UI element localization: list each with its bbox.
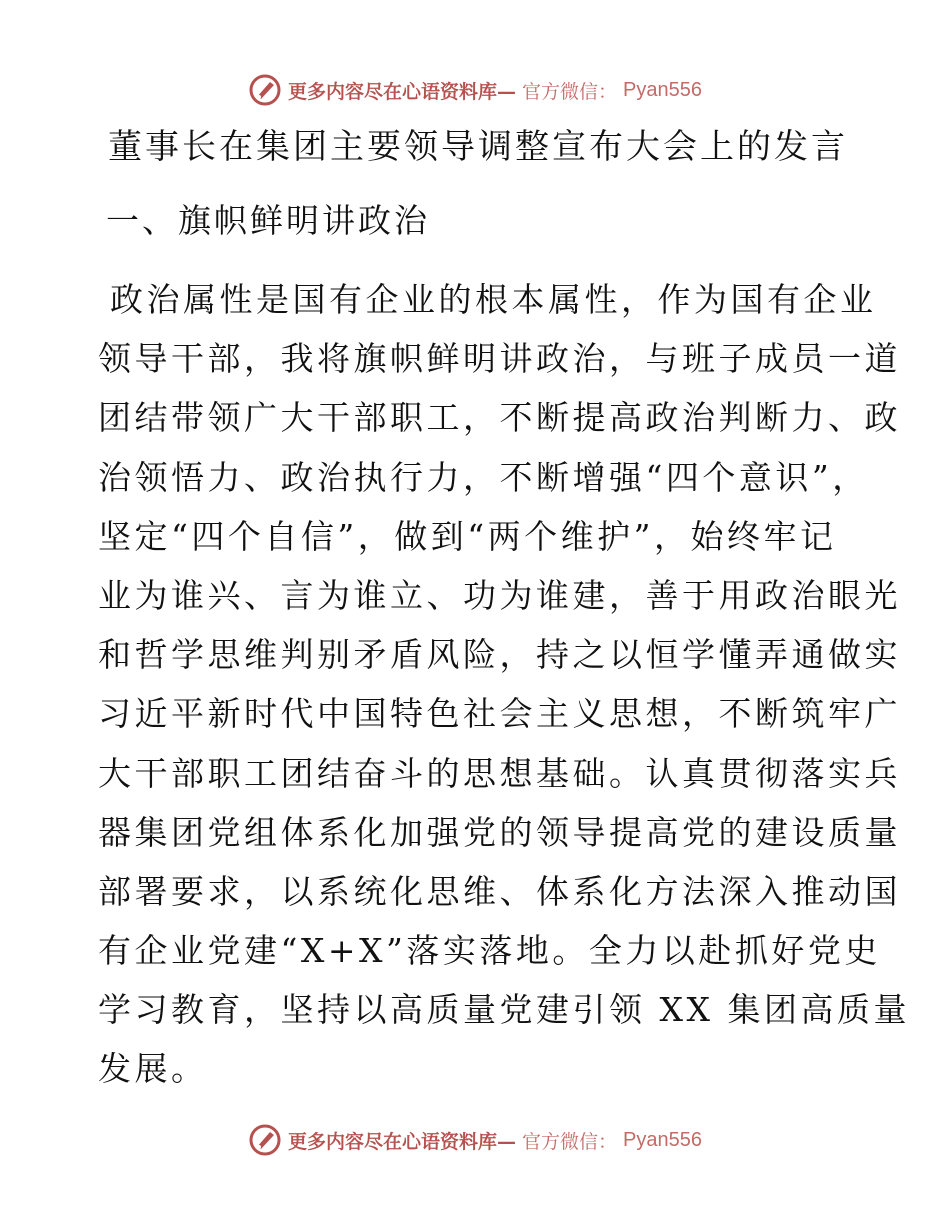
paragraph-line: 业为谁兴、言为谁立、功为谁建，善于用政治眼光 — [98, 575, 901, 615]
watermark-wechat-id: Pyan556 — [623, 1128, 702, 1151]
paragraph-line: 发展。 — [98, 1049, 208, 1089]
document-title: 董事长在集团主要领导调整宣布大会上的发言 — [108, 127, 848, 167]
section-heading: 一、旗帜鲜明讲政治 — [106, 201, 430, 240]
body-paragraph — [98, 270, 910, 1099]
paragraph-line: 器集团党组体系化加强党的领导提高党的建设质量 — [98, 812, 901, 852]
watermark-banner-bottom — [0, 1120, 950, 1160]
watermark-wechat-label: 官方微信： — [522, 80, 618, 103]
watermark-banner-top — [0, 70, 950, 110]
paragraph-line: 部署要求，以系统化思维、体系化方法深入推动国 — [98, 871, 901, 911]
watermark-wechat-label: 官方微信： — [522, 1130, 618, 1153]
paragraph-line: 政治属性是国有企业的根本属性，作为国有企业 — [110, 280, 877, 319]
paragraph-line: 学习教育，坚持以高质量党建引领 XX 集团高质量 — [98, 990, 910, 1030]
paragraph-line: 和哲学思维判别矛盾风险，持之以恒学懂弄通做实 — [98, 635, 901, 675]
watermark-wechat-id: Pyan556 — [623, 78, 702, 101]
paragraph-line: 领导干部，我将旗帜鲜明讲政治，与班子成员一道 — [98, 339, 901, 379]
paragraph-line: 坚定“四个自信”，做到“两个维护”，始终牢记 — [98, 516, 837, 556]
watermark-promo-text: 更多内容尽在心语资料库— — [288, 1130, 517, 1153]
watermark-promo-text: 更多内容尽在心语资料库— — [288, 80, 517, 103]
quill-logo-icon — [248, 1123, 282, 1157]
paragraph-line: 治领悟力、政治执行力，不断增强“四个意识”， — [98, 457, 869, 497]
paragraph-line: 团结带领广大干部职工，不断提高政治判断力、政 — [98, 398, 901, 438]
paragraph-line: 有企业党建“X+X”落实落地。全力以赴抓好党史 — [98, 931, 881, 971]
paragraph-line: 大干部职工团结奋斗的思想基础。认真贯彻落实兵 — [98, 753, 901, 793]
quill-logo-icon — [248, 73, 282, 107]
paragraph-line: 习近平新时代中国特色社会主义思想，不断筑牢广 — [98, 694, 901, 734]
